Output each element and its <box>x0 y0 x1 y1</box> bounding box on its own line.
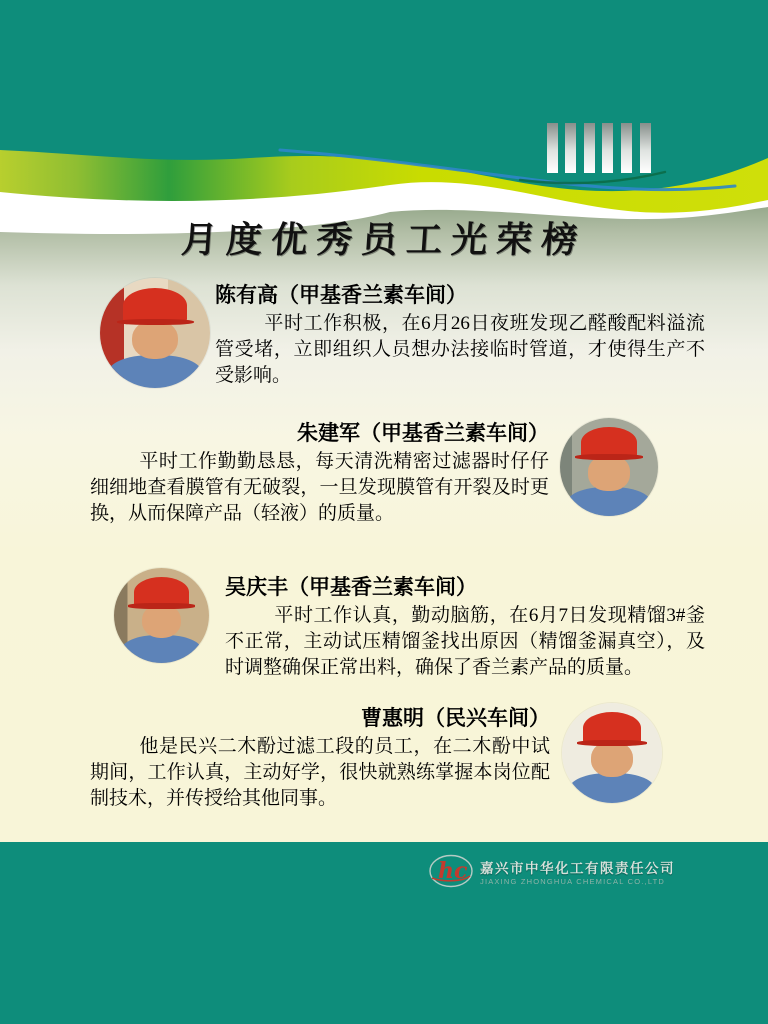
page-title: 月度优秀员工光荣榜 <box>179 219 588 261</box>
employee-name: 陈有高（甲基香兰素车间） <box>215 283 467 307</box>
company-name-cn: 嘉兴市中华化工有限责任公司 <box>480 860 675 876</box>
employee-name: 朱建军（甲基香兰素车间） <box>297 421 549 445</box>
worker-face <box>142 604 182 638</box>
worker-shirt <box>569 773 655 803</box>
employee-entry <box>63 572 705 681</box>
hard-hat-brim <box>575 454 644 460</box>
employee-entry <box>90 703 662 812</box>
employee-photo <box>114 568 209 663</box>
employee-name: 曹惠明（民兴车间） <box>361 706 550 730</box>
employee-description: 平时工作积极，在6月26日夜班发现乙醛酸配料溢流管受堵，立即组织人员想办法接临时管道，才使得生产不受影响。 <box>215 313 705 386</box>
employee-photo <box>560 418 658 516</box>
footer-band <box>0 842 768 1024</box>
logo-monogram: hc <box>438 858 468 884</box>
employee-name: 吴庆丰（甲基香兰素车间） <box>225 575 477 599</box>
employee-description: 平时工作认真，勤动脑筋，在6月7日发现精馏3#釜不正常，主动试压精馏釜找出原因（精馏釜漏真空），及时调整确保正常出料，确保了香兰素产品的质量。 <box>225 605 705 678</box>
company-logo <box>428 852 675 890</box>
worker-shirt <box>567 487 651 516</box>
worker-face <box>588 455 629 490</box>
entry-text-column <box>225 572 705 681</box>
employee-entry <box>90 418 658 527</box>
worker-shirt <box>121 635 203 664</box>
worker-face <box>591 741 633 777</box>
hard-hat-icon <box>123 288 187 323</box>
employee-description: 他是民兴二木酚过滤工段的员工，在二木酚中试期间，工作认真，主动好学，很快就熟练掌握本岗位配制技术，并传授给其他同事。 <box>90 736 550 809</box>
company-name-block <box>480 857 675 886</box>
employee-photo <box>562 703 662 803</box>
entry-text-column <box>215 280 705 389</box>
worker-face <box>132 320 178 360</box>
entry-text-column <box>90 703 550 812</box>
employee-photo <box>100 278 210 388</box>
company-logo-icon <box>428 852 474 890</box>
worker-shirt <box>108 355 203 388</box>
hard-hat-brim <box>577 740 647 746</box>
hard-hat-brim <box>117 319 194 326</box>
employee-description: 平时工作勤勤恳恳，每天清洗精密过滤器时仔仔细细地查看膜管有无破裂，一旦发现膜管有开裂及时更换，从而保障产品（轻液）的质量。 <box>90 451 549 524</box>
employee-entry <box>63 280 705 389</box>
entry-text-column <box>90 418 549 527</box>
hard-hat-brim <box>128 603 195 609</box>
company-name-en: JIAXING ZHONGHUA CHEMICAL CO.,LTD <box>480 876 666 886</box>
